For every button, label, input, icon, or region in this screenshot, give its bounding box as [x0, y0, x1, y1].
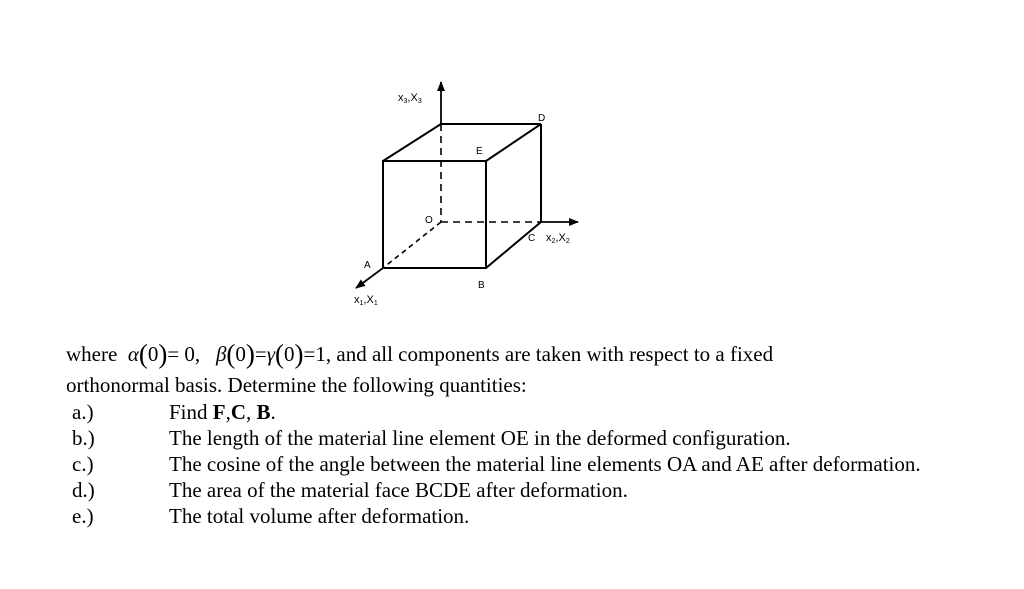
item-text: The length of the material line element OE in the deformed configuration.: [169, 426, 791, 450]
vertex-label-b: B: [478, 280, 485, 291]
vertex-label-a: A: [364, 260, 371, 271]
gamma-arg: 0: [284, 342, 295, 366]
item-marker: e.): [72, 504, 94, 528]
list-item: [66, 451, 966, 477]
equals-sign: =: [254, 342, 267, 366]
x1-axis-arrow: [356, 268, 383, 288]
axis-label-x2: x2,X2: [546, 232, 570, 245]
list-item: [66, 399, 966, 425]
cube-visible-edges: [383, 161, 486, 268]
item-text: The area of the material face BCDE after deformation.: [169, 478, 628, 502]
item-marker: d.): [72, 478, 95, 502]
initial-conditions-line: where α(0)= 0, β(0)=γ(0)=1, and all components are taken with respect to a fixed: [66, 339, 774, 369]
vertex-label-e: E: [476, 146, 483, 157]
item-marker: b.): [72, 426, 95, 450]
item-text: Find F,C, B.: [169, 400, 276, 424]
hidden-edge-x1: [383, 222, 441, 268]
item-marker: a.): [72, 400, 94, 424]
cube-bottom-right-edge: [486, 222, 541, 268]
vertex-label-d: D: [538, 113, 546, 124]
list-item: [66, 503, 966, 529]
alpha-arg: 0: [147, 342, 159, 366]
beta-gamma-value: =1: [303, 342, 326, 366]
beta-symbol: β: [215, 342, 227, 366]
item-text: The cosine of the angle between the material line elements OA and AE after deformation.: [169, 452, 921, 476]
vertex-label-c: C: [528, 233, 536, 244]
axis-label-x1: x1,X1: [354, 294, 378, 307]
intro-line-2: orthonormal basis. Determine the following quantities:: [66, 373, 527, 397]
where-word: where: [66, 342, 118, 366]
item-text: The total volume after deformation.: [169, 504, 470, 528]
alpha-value: = 0,: [167, 342, 201, 366]
item-marker: c.): [72, 452, 94, 476]
cube-top-right-edge: [486, 124, 541, 161]
gamma-symbol: γ: [266, 342, 276, 366]
list-item: [66, 477, 966, 503]
intro-rest: , and all components are taken with respect to a fixed: [325, 342, 774, 366]
problem-text: [66, 337, 966, 529]
beta-arg: 0: [235, 342, 246, 366]
axis-label-x3: x3,X3: [398, 92, 422, 105]
list-item: [66, 425, 966, 451]
question-list: [66, 399, 966, 529]
alpha-symbol: α: [127, 342, 139, 366]
cube-top-left-edge: [383, 124, 441, 161]
vertex-label-o: O: [425, 215, 433, 226]
